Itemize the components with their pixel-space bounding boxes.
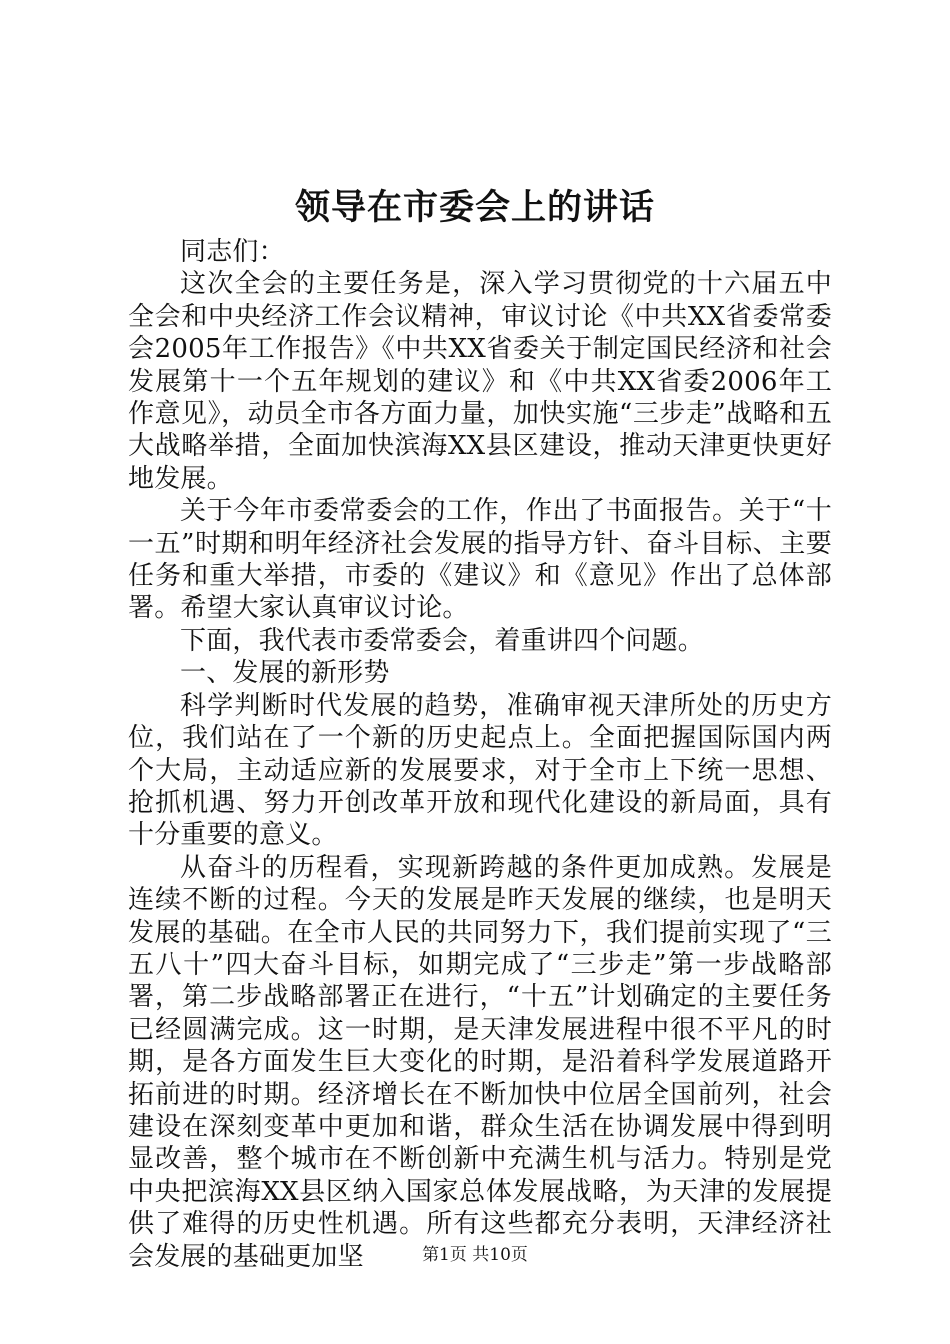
section-heading: 一、发展的新形势 xyxy=(180,658,390,689)
paragraph: 这次全会的主要任务是，深入学习贯彻党的十六届五中全会和中央经济工作会议精神，审议讨论《中共XX省委常委会2005年工作报告》《中共XX省委关于制定国民经济和社会发展第十一个五年规划的建议》和《中共XX省委2006年工作意见》，动员全市各方面力量，加快实施“三步走”战略和五大战略举措，全面加快滨海XX县区建设，推动天津更快更好地发展。 xyxy=(128,269,832,494)
paragraph: 从奋斗的历程看，实现新跨越的条件更加成熟。发展是连续不断的过程。今天的发展是昨天发展的继续，也是明天发展的基础。在全市人民的共同努力下，我们提前实现了“三五八十”四大奋斗目标，如期完成了“三步走”第一步战略部署，第二步战略部署正在进行，“十五”计划确定的主要任务已经圆满完成。这一时期，是天津发展进程中很不平凡的时期，是各方面发生巨大变化的时期，是沿着科学发展道路开拓前进的时期。经济增长在不断加快中位居全国前列，社会建设在深刻变革中更加和谐，群众生活在协调发展中得到明显改善，整个城市在不断创新中充满生机与活力。特别是党中央把滨海XX县区纳入国家总体发展战略，为天津的发展提供了难得的历史性机遇。所有这些都充分表明，天津经济社会发展的基础更加坚 xyxy=(128,852,832,1272)
page-number-footer: 第1页 共10页 xyxy=(422,1245,528,1265)
salutation: 同志们： xyxy=(180,237,285,267)
paragraph: 关于今年市委常委会的工作，作出了书面报告。关于“十一五”时期和明年经济社会发展的指导方针、奋斗目标、主要任务和重大举措，市委的《建议》和《意见》作出了总体部署。希望大家认真审议讨论。 xyxy=(128,496,832,624)
document-title: 领导在市委会上的讲话 xyxy=(294,187,655,228)
paragraph: 下面，我代表市委常委会，着重讲四个问题。 xyxy=(180,625,705,656)
paragraph: 科学判断时代发展的趋势，准确审视天津所处的历史方位，我们站在了一个新的历史起点上。全面把握国际国内两个大局，主动适应新的发展要求，对于全市上下统一思想、抢抓机遇、努力开创改革开放和现代化建设的新局面，具有十分重要的意义。 xyxy=(128,690,832,851)
document-body xyxy=(128,236,832,1273)
